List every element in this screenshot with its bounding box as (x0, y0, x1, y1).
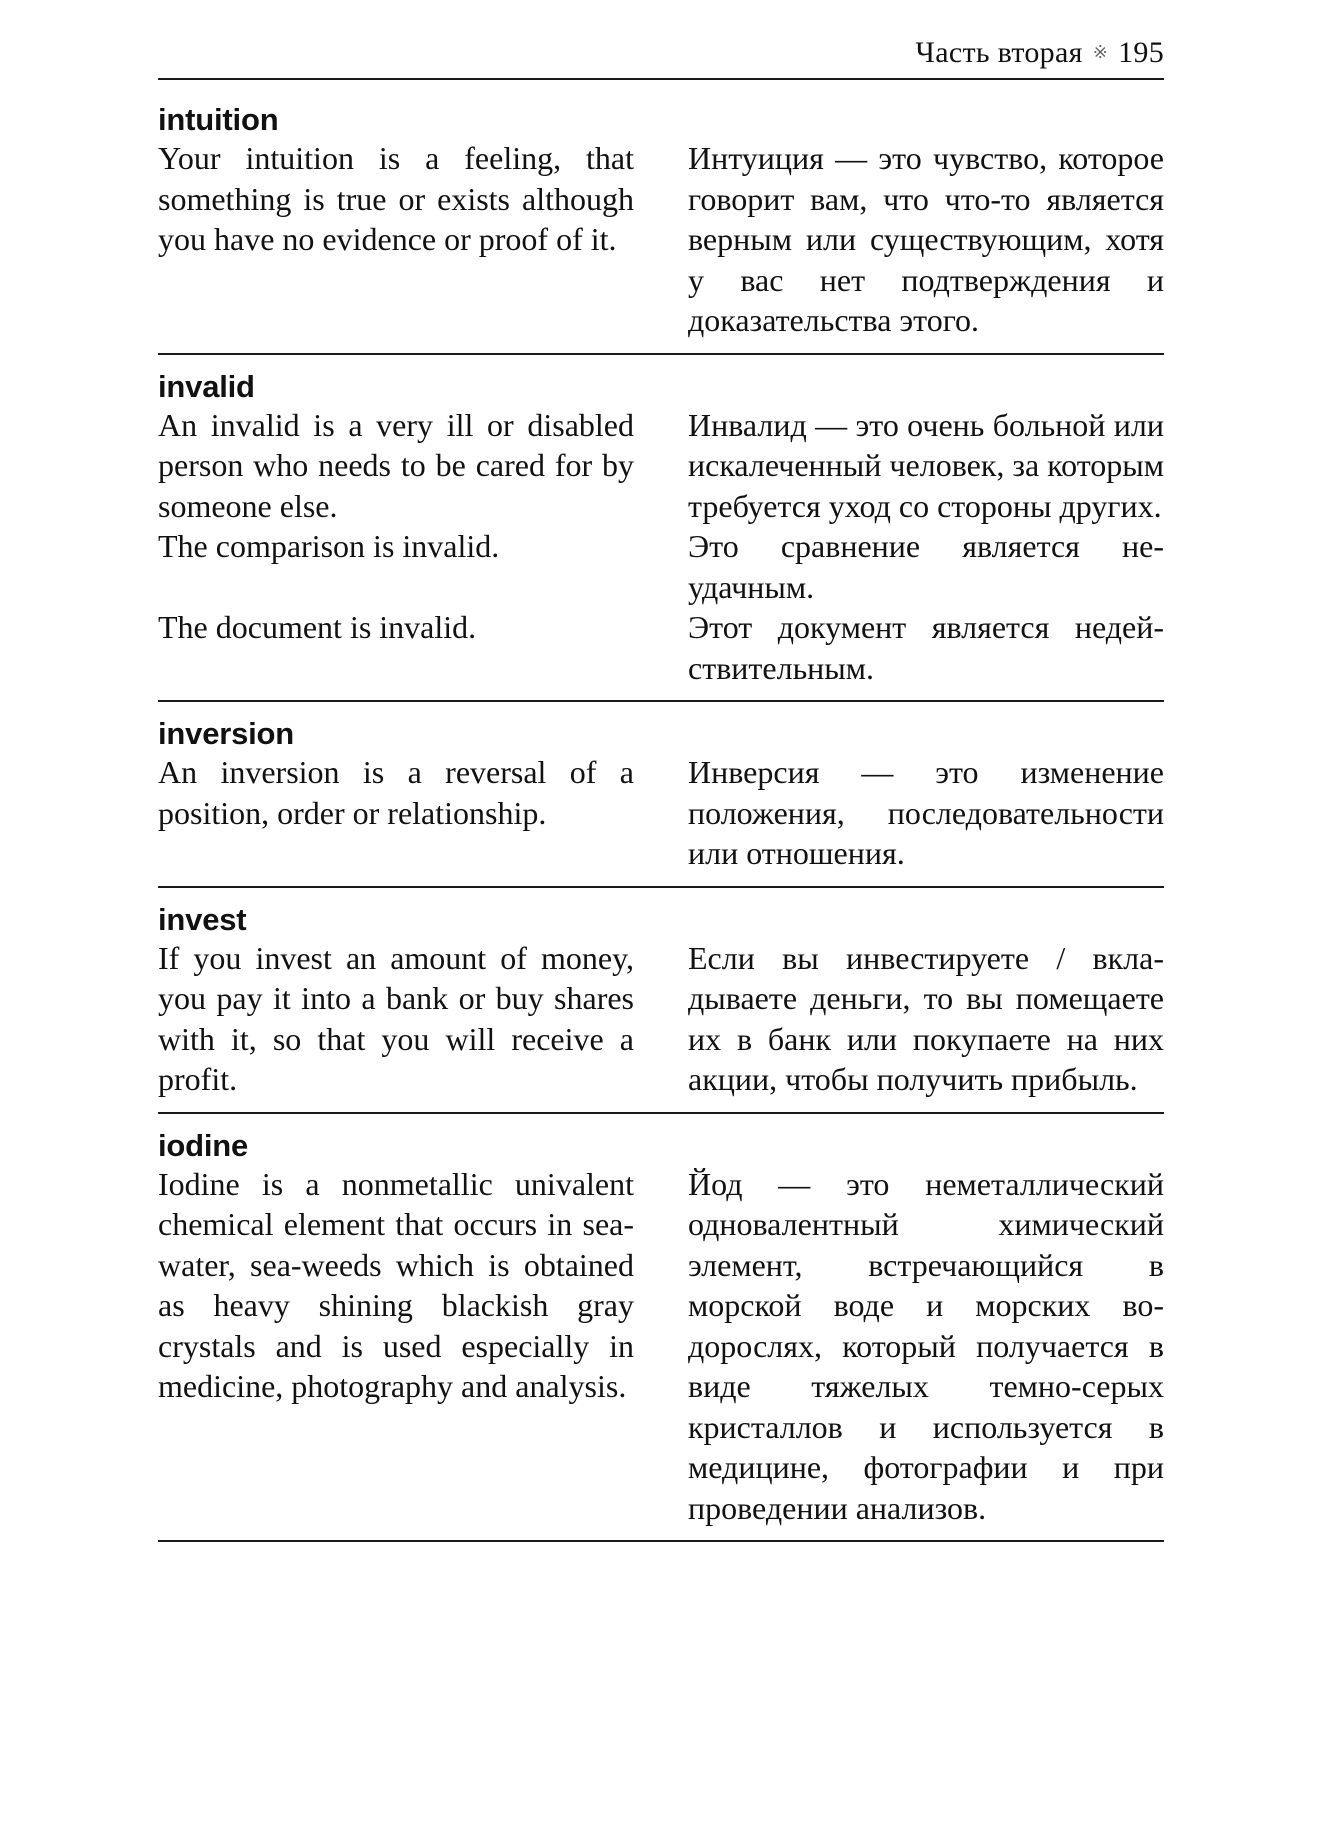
example-pair (158, 526, 1164, 607)
russian-translation: Йод — это неметаллический одновалентный химический элемент, встречающийся в морской воде и морских водорослях, который получается в виде тяжелых темно-серых кристаллов и используется в медицине, фотографии и при проведении анализов. (688, 1165, 1164, 1526)
entries-list (158, 88, 1164, 1542)
example-pair (158, 607, 1164, 688)
definition-pair (158, 752, 1164, 874)
ornament-icon: ※ (1092, 42, 1109, 62)
entry-invalid (158, 355, 1164, 703)
english-definition: Your intuition is a feeling, that something is true or exists although you have no evidence or proof of it. (158, 140, 634, 257)
headword: inversion (158, 716, 295, 751)
russian-example: Этот документ является недействительным. (688, 609, 1164, 686)
entry-invest (158, 888, 1164, 1114)
russian-translation: Инверсия — это изменение положения, последовательности или отношения. (688, 754, 1164, 871)
headword: iodine (158, 1127, 249, 1163)
running-head (915, 36, 1164, 70)
russian-example: Это сравнение является неудачным. (688, 528, 1164, 605)
headword: intuition (158, 102, 279, 137)
entry-intuition (158, 88, 1164, 355)
english-definition: An invalid is a very ill or disabled person who needs to be cared for by someone else. (158, 406, 634, 524)
english-example: The comparison is invalid. (158, 528, 500, 564)
definition-pair (158, 1164, 1164, 1529)
english-definition: If you invest an amount of money, you pay it into a bank or buy shares with it, so that you will receive a profit. (158, 939, 634, 1097)
english-definition: Iodine is a nonmetallic univalent chemical element that occurs in sea-water, sea-weeds which is obtained as heavy shining blackish gray crystals and is used especially in medicine, photography and analysis. (158, 1165, 634, 1404)
section-title: Часть вторая (915, 36, 1083, 69)
header-divider (158, 78, 1164, 80)
definition-pair (158, 938, 1164, 1100)
definition-pair (158, 138, 1164, 341)
entry-inversion (158, 702, 1164, 888)
russian-translation: Если вы инвестируете / вкладываете деньги, то вы помещаете их в банк или покупаете на них акции, чтобы получить прибыль. (688, 939, 1164, 1097)
headword: invest (158, 901, 247, 937)
english-example: The document is invalid. (158, 609, 477, 645)
definition-pair (158, 405, 1164, 527)
page-header (158, 30, 1164, 80)
russian-translation: Интуиция — это чувство, которое говорит вам, что что-то является верным или существующим, хотя у вас нет подтверждения и доказательства этого. (688, 140, 1164, 338)
russian-translation: Инвалид — это очень больной или искалеченный человек, за которым требуется уход со стороны других. (688, 406, 1165, 524)
page-number: 195 (1118, 36, 1164, 69)
english-definition: An inversion is a reversal of a position, order or relationship. (158, 754, 634, 831)
entry-iodine (158, 1114, 1164, 1543)
headword: invalid (158, 368, 255, 404)
